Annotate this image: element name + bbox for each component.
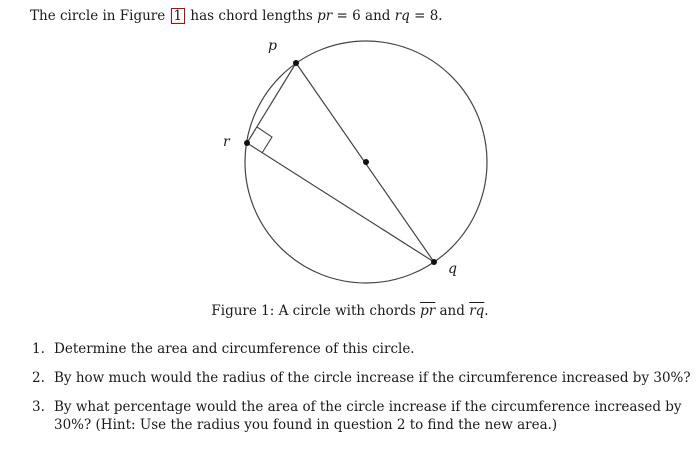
question-item [32,398,692,434]
question-item [32,369,692,387]
question-number: 3. [32,399,45,415]
figure-reference-link[interactable]: 1 [171,8,186,24]
question-number: 2. [32,370,45,386]
caption-chord-pr: $\overline{pr}$ [420,303,436,319]
point-p-dot [293,60,299,66]
chord-rq-value: = 8. [409,8,443,24]
point-q-dot [431,259,437,265]
question-text: By how much would the radius of the circle increase if the circumference increased by 30%? [54,370,691,386]
caption-suffix: . [484,303,489,319]
question-text: Determine the area and circumference of this circle. [54,341,415,357]
chord-pr-label: pr [317,8,333,24]
chord-rq-label: rq [394,8,410,24]
point-r-dot [244,140,250,146]
intro-middle: has chord lengths [186,8,318,24]
intro-prefix: The circle in Figure [30,8,170,24]
caption-prefix: Figure 1: A circle with chords [211,303,421,319]
right-angle-marker [257,127,272,153]
question-text: By what percentage would the area of the circle increase if the circumference increased by 30%? (Hint: Use the radius you found in question 2 to find the new area.) [54,399,682,433]
caption-chord-rq: $\overline{rq}$ [469,303,485,319]
point-q-label: q [448,261,457,277]
question-item [32,340,692,358]
center-dot [363,159,369,165]
point-p-label: p [268,38,277,54]
caption-and: and [435,303,470,319]
chord-pr-value: = 6 and [332,8,395,24]
chord-pr [247,63,296,143]
point-r-label: r [223,134,230,150]
question-number: 1. [32,341,45,357]
figure-caption [0,302,700,320]
chord-rq [247,143,434,262]
question-list [32,340,692,445]
